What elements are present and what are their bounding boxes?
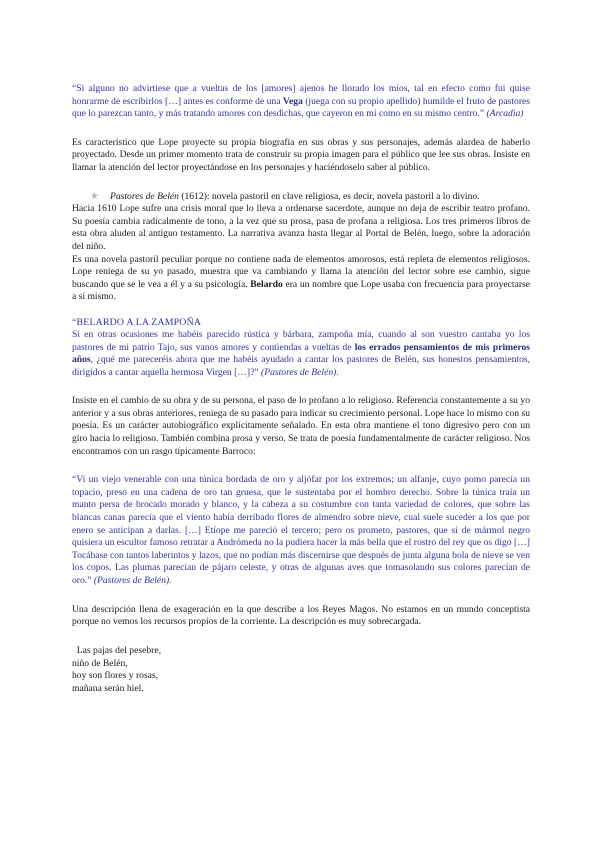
document-page	[72, 83, 530, 696]
poem-line: Las pajas del pesebre,	[72, 644, 161, 656]
quote-text: “Vi un viejo venerable con una túnica bordada de oro y aljófar por los extremos; un alfanje, cuyo pomo parecía un topacio, preso en una cadena de oro tan gruesa, que le sustentaba por el hombro derecho. Sobre la túnica traía un manto persa de brocado morado y blanco, y la cabeza a su costumbre con tanta variedad de colores, que sobre las blancas canas parecía que el viento había derribado flores de almendro sobre nieve, cual suele suceder a los que por enero se anticipan a darlas. […] Etíope me pareció el tercero; pero os prometo, pastores, que si de mármol negro quisiera un escultor famoso retratar a Andrómeda no la pudiera hacer la más bella que el rostro del rey que os digo […] Tocábase con tantos laberintos y lazos, que no podían más discernirse que después de junta alguna bola de nieve se ven los copos. Las plumas parecían de pájaro celeste, y otras de algunas aves que tomasolando sus colores parecían de oro.”	[72, 474, 530, 586]
star-bullet-icon: ★	[90, 190, 99, 202]
quote-source: (Pastores de Belén).	[261, 366, 339, 378]
quote-text: “Si alguno no advirtiese que a vueltas de los [amores] ajenos he llorado los míos, tal en efecto como fui quise honrarme de escribirlos […] antes es conforme de una	[72, 83, 530, 107]
belardo-quote	[72, 329, 530, 379]
poem	[72, 645, 530, 696]
reyes-magos-quote	[72, 474, 530, 587]
bullet-item	[90, 191, 530, 204]
section-heading: “BELARDO A LA ZAMPOÑA	[72, 316, 202, 328]
poem-line: niño de Belén,	[72, 657, 128, 669]
quote-bold: Vega	[282, 95, 303, 107]
paragraph-1: Es característico que Lope proyecte su propia biografía en sus obras y sus personajes, además alardea de haberlo proyectado. Desde un primer momento trata de construir su propia imagen para el público que lee sus obras. Insiste en llamar la atención del lector proyectándose en los personajes y haciéndoselo saber al público.	[72, 136, 530, 173]
paragraph-4: Insiste en el cambio de su obra y de su persona, el paso de lo profano a lo religioso. Referencia constantemente a su yo anterior y a sus obras anteriores, reniega de su pasado para indicar su crecimiento personal. Lope hace lo mismo con su poesía. Es un carácter autobiográfico explícitamente señalado. En esta obra mantiene el tono digresivo pero con un giro hacia lo religioso. También combina prosa y verso. Se trata de poesía fundamentalmente de carácter religioso. Nos encontramos con un rasgo típicamente Barroco:	[72, 395, 530, 457]
bullet-body: (1612): novela pastoril en clave religiosa, es decir, novela pastoril a lo divino.	[178, 190, 480, 202]
bullet-text	[110, 191, 530, 204]
paragraph-2: Hacia 1610 Lope sufre una crisis moral que lo lleva a ordenarse sacerdote, aunque no deja de escribir teatro profano. Su poesía cambia radicalmente de tono, a la vez que su prosa, pasa de profana a religiosa. Los tres primeros libros de esta obra aluden al antiguo testamento. La narrativa avanza hasta llegar al Portal de Belén, luego, sobre la adoración del niño.	[72, 203, 530, 252]
quote-text: , ¿qué me pareceréis ahora que me habéis ayudado a cantar los pastores de Belén, sus honestos pensamientos, dirigidos a cantar aquella hermosa Virgen […]?”	[72, 354, 530, 378]
para-text: Es una novela pastoril peculiar porque no contiene nada de elementos amorosos, está repleta de elementos religiosos. Lope reniega de su yo pasado, muestra que va cambiando y llama la atención del lector sobre ese cambio, sigue buscando que se le vea a él y a su psicología.	[72, 253, 530, 290]
paragraph-3	[72, 254, 530, 304]
quote-source: (Arcadia)	[486, 108, 524, 120]
quote-text: Si en otras ocasiones me habéis parecido rústica y bárbara, zampoña mía, cuando al son vuestro cantaba yo los pastores de mi patrio Tajo, sus vanos amores y contiendas a vueltas de	[72, 328, 530, 353]
paragraph-5: Una descripción llena de exageración en la que describe a los Reyes Magos. No estamos en un mundo conceptista porque no vemos los recursos propios de la corriente. La descripción es muy sobrecargada.	[72, 603, 530, 628]
para-bold: Belardo	[250, 278, 283, 290]
poem-line: mañana serán hiel.	[72, 683, 144, 695]
quote-text: (juega con su propio apellido) humilde el fruto de pastores que lo parezcan tanto, y más tratando amores con desdichas, que cayeron en mí como en su mismo centro.”	[72, 95, 530, 120]
arcadia-quote	[72, 83, 530, 121]
para-text: era un nombre que Lope usaba con frecuencia para proyectarse a sí mismo.	[72, 278, 531, 303]
quote-bold: los errados pensamientos de mis primeros años	[72, 341, 530, 366]
quote-source: (Pastores de Belén).	[93, 575, 172, 586]
poem-line: hoy son flores y rosas,	[72, 670, 159, 682]
bullet-title: Pastores de Belén	[110, 190, 179, 202]
